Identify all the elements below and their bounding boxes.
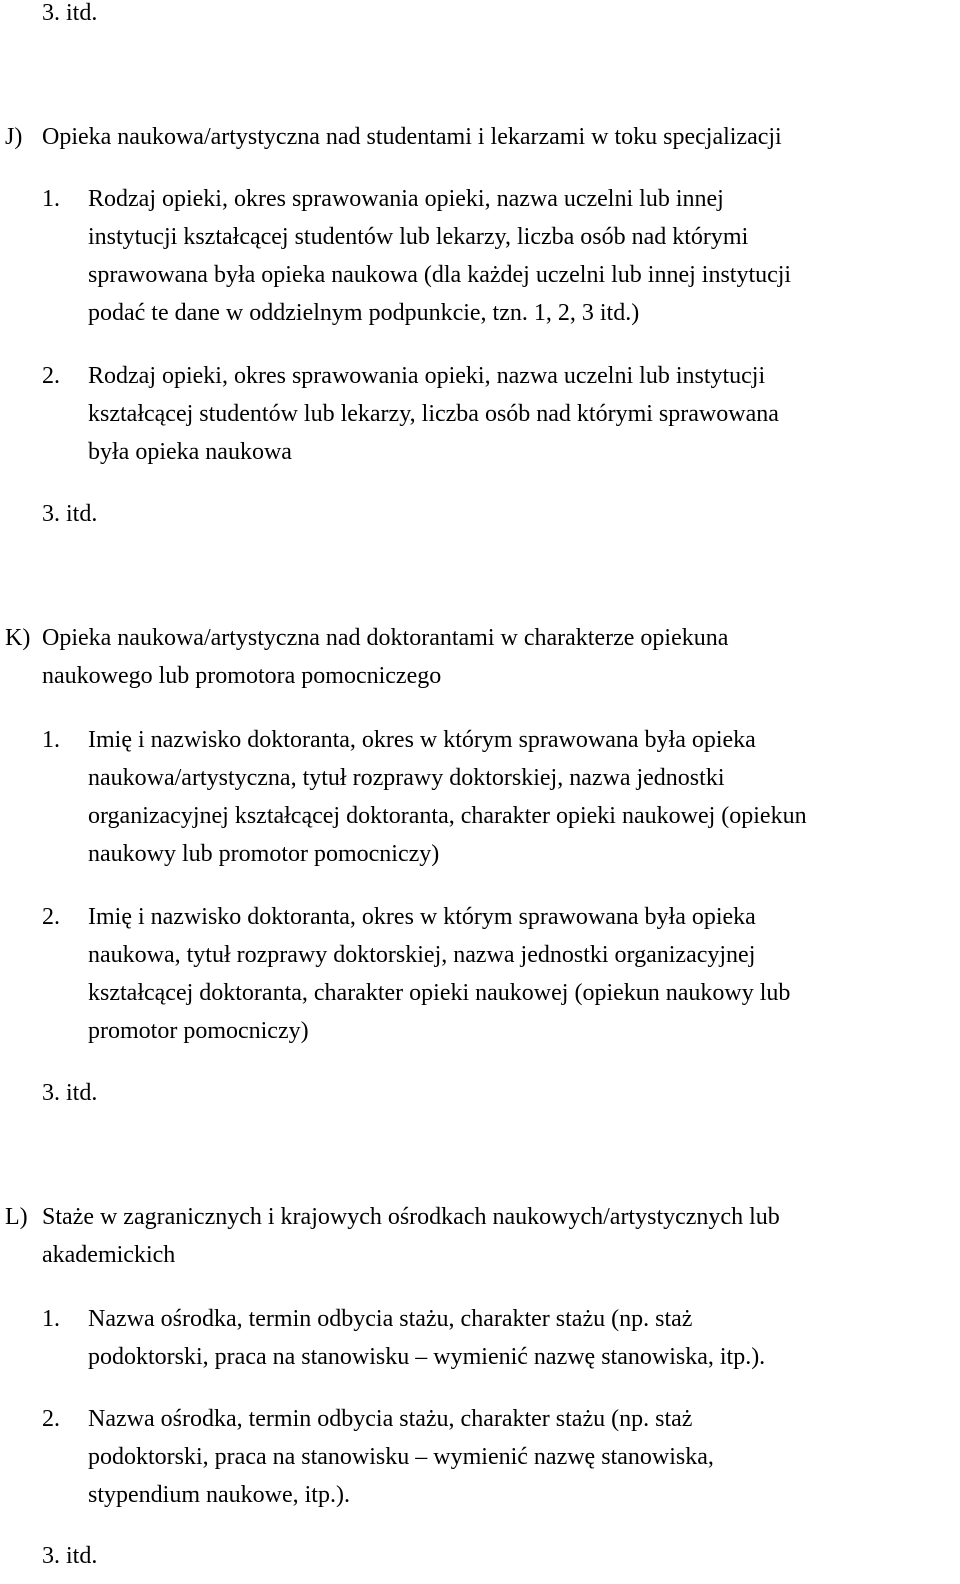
item-text: Nazwa ośrodka, termin odbycia stażu, charakter stażu (np. staż podoktorski, praca na stanowisku – wymienić nazwę stanowiska, stypendium naukowe, itp.).	[88, 1406, 714, 1508]
item-number: 2.	[42, 904, 60, 930]
section-letter: K)	[5, 625, 31, 651]
item-text: Rodzaj opieki, okres sprawowania opieki, nazwa uczelni lub instytucji kształcącej studentów lub lekarzy, liczba osób nad którymi sprawowana była opieka naukowa	[88, 363, 779, 465]
list-item-label: 3. itd.	[42, 501, 98, 527]
section-heading: Staże w zagranicznych i krajowych ośrodkach naukowych/artystycznych lub akademickich	[42, 1204, 780, 1268]
item-number: 2.	[42, 363, 60, 389]
list-item-label: 3. itd.	[42, 0, 98, 26]
section-letter: L)	[5, 1204, 28, 1230]
item-number: 2.	[42, 1406, 60, 1432]
item-text: Imię i nazwisko doktoranta, okres w którym sprawowana była opieka naukowa/artystyczna, tytuł rozprawy doktorskiej, nazwa jednostki organizacyjnej kształcącej doktoranta, charakter opieki naukowej (opiekun naukowy lub promotor pomocniczy)	[88, 727, 807, 867]
item-number: 1.	[42, 1306, 60, 1332]
item-number: 1.	[42, 186, 60, 212]
section-letter: J)	[5, 124, 23, 150]
item-text: Imię i nazwisko doktoranta, okres w którym sprawowana była opieka naukowa, tytuł rozprawy doktorskiej, nazwa jednostki organizacyjnej kształcącej doktoranta, charakter opieki naukowej (opiekun naukowy lub promotor pomocniczy)	[88, 904, 791, 1044]
section-heading: Opieka naukowa/artystyczna nad doktorantami w charakterze opiekuna naukowego lub promotora pomocniczego	[42, 625, 729, 689]
section-heading: Opieka naukowa/artystyczna nad studentami i lekarzami w toku specjalizacji	[42, 124, 782, 150]
item-text: Rodzaj opieki, okres sprawowania opieki, nazwa uczelni lub innej instytucji kształcącej studentów lub lekarzy, liczba osób nad którymi sprawowana była opieka naukowa (dla każdej uczelni lub innej instytucji podać te dane w oddzielnym podpunkcie, tzn. 1, 2, 3 itd.)	[88, 186, 792, 326]
list-item-label: 3. itd.	[42, 1543, 98, 1569]
list-item-label: 3. itd.	[42, 1080, 98, 1106]
item-text: Nazwa ośrodka, termin odbycia stażu, charakter stażu (np. staż podoktorski, praca na stanowisku – wymienić nazwę stanowiska, itp.).	[88, 1306, 766, 1370]
item-number: 1.	[42, 727, 60, 753]
